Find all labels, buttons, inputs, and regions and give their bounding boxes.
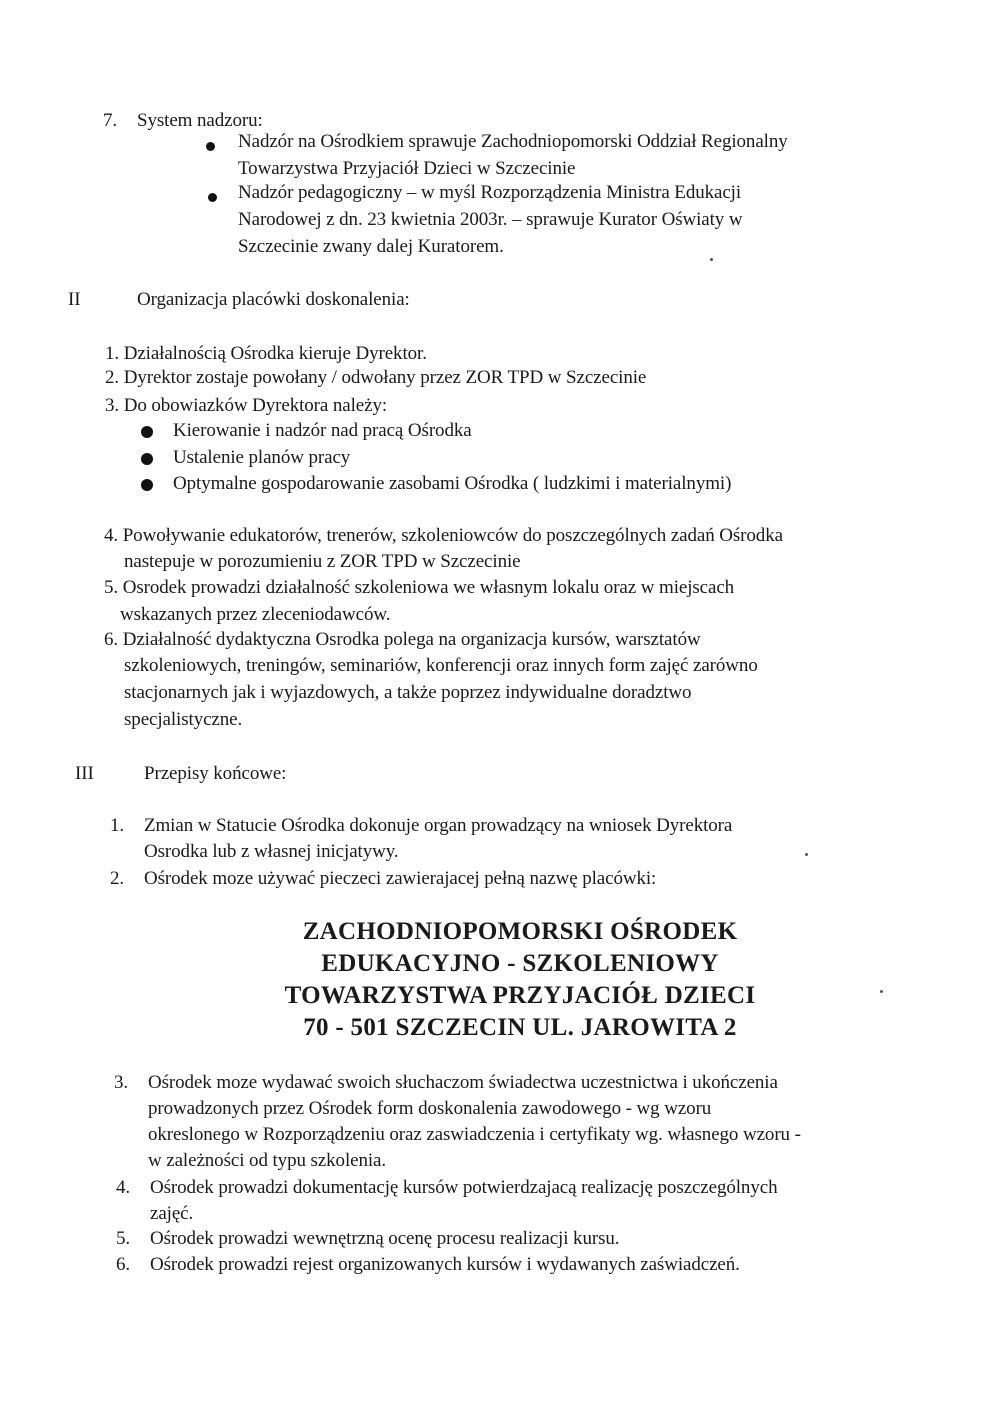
section-iii-item-3-line-3: okreslonego w Rozporządzeniu oraz zaswiadczenia i certyfikaty wg. własnego wzoru - [148,1124,801,1145]
bullet-icon [141,426,153,438]
section-ii-item-2: 2. Dyrektor zostaje powołany / odwołany przez ZOR TPD w Szczecinie [105,367,647,388]
section-iii-item-5-line-1: Ośrodek prowadzi wewnętrzną ocenę procesu realizacji kursu. [150,1228,620,1249]
section-ii-item-4-line-1: 4. Powoływanie edukatorów, trenerów, szkoleniowców do poszczególnych zadań Ośrodka [104,525,783,546]
section-iii-item-4-number: 4. [116,1177,131,1198]
section-iii-item-3-line-4: w zależności od typu szkolenia. [148,1150,387,1171]
scan-speck [805,853,808,856]
section-7-bullet-1-line-2: Towarzystwa Przyjaciół Dzieci w Szczecinie [238,158,576,179]
duty-1: Kierowanie i nadzór nad pracą Ośrodka [173,420,472,441]
section-ii-numeral: II [68,289,81,310]
section-iii-item-3-line-2: prowadzonych przez Ośrodek form doskonalenia zawodowego - wg wzoru [148,1098,712,1119]
section-7-bullet-1-line-1: Nadzór na Ośrodkiem sprawuje Zachodniopomorski Oddział Regionalny [238,131,788,152]
section-7-bullet-2-line-2: Narodowej z dn. 23 kwietnia 2003r. – sprawuje Kurator Oświaty w [238,209,743,230]
bullet-icon [141,453,153,465]
stamp-line-4: 70 - 501 SZCZECIN UL. JAROWITA 2 [303,1014,737,1041]
scan-speck [710,258,713,261]
section-iii-item-3-number: 3. [114,1072,129,1093]
scan-speck [880,990,883,993]
section-ii-item-6-line-3: stacjonarnych jak i wyjazdowych, a także poprzez indywidualne doradztwo [124,682,692,703]
section-ii-heading: Organizacja placówki doskonalenia: [137,289,410,310]
section-iii-item-2-line-1: Ośrodek moze używać pieczeci zawierajacej pełną nazwę placówki: [144,868,657,889]
section-7-heading: System nadzoru: [137,110,263,131]
duty-2: Ustalenie planów pracy [173,447,351,468]
duty-3: Optymalne gospodarowanie zasobami Ośrodka ( ludzkimi i materialnymi) [173,473,732,494]
bullet-icon [141,479,153,491]
section-ii-item-5-line-2: wskazanych przez zleceniodawców. [120,604,391,625]
section-ii-item-6-line-4: specjalistyczne. [124,709,243,730]
section-ii-item-6-line-1: 6. Działalność dydaktyczna Osrodka polega na organizacja kursów, warsztatów [104,629,701,650]
section-iii-item-1-line-2: Osrodka lub z własnej inicjatywy. [144,841,399,862]
section-iii-item-6-line-1: Ośrodek prowadzi rejest organizowanych kursów i wydawanych zaświadczeń. [150,1254,740,1275]
section-7-bullet-2-line-1: Nadzór pedagogiczny – w myśl Rozporządzenia Ministra Edukacji [238,182,742,203]
stamp-line-2: EDUKACYJNO - SZKOLENIOWY [321,950,719,977]
section-iii-item-6-number: 6. [116,1254,131,1275]
section-iii-item-2-number: 2. [110,868,125,889]
section-7-number: 7. [103,110,118,131]
section-iii-item-3-line-1: Ośrodek moze wydawać swoich słuchaczom świadectwa uczestnictwa i ukończenia [148,1072,778,1093]
section-iii-numeral: III [75,763,94,784]
bullet-icon [208,193,217,202]
section-ii-item-3: 3. Do obowiazków Dyrektora należy: [105,395,388,416]
section-ii-item-1: 1. Działalnością Ośrodka kieruje Dyrektor. [105,343,427,364]
section-iii-item-5-number: 5. [116,1228,131,1249]
stamp-line-1: ZACHODNIOPOMORSKI OŚRODEK [302,918,738,945]
stamp-line-3: TOWARZYSTWA PRZYJACIÓŁ DZIECI [284,982,756,1009]
section-ii-item-6-line-2: szkoleniowych, treningów, seminariów, konferencji oraz innych form zajęć zarówno [124,655,758,676]
bullet-icon [206,142,215,151]
section-iii-heading: Przepisy końcowe: [144,763,287,784]
section-iii-item-1-line-1: Zmian w Statucie Ośrodka dokonuje organ prowadzący na wniosek Dyrektora [144,815,733,836]
section-ii-item-4-line-2: nastepuje w porozumieniu z ZOR TPD w Szczecinie [124,551,521,572]
section-iii-item-4-line-2: zajęć. [150,1203,194,1224]
section-7-bullet-2-line-3: Szczecinie zwany dalej Kuratorem. [238,236,504,257]
section-iii-item-1-number: 1. [110,815,125,836]
section-ii-item-5-line-1: 5. Osrodek prowadzi działalność szkoleniowa we własnym lokalu oraz w miejscach [104,577,735,598]
section-iii-item-4-line-1: Ośrodek prowadzi dokumentację kursów potwierdzajacą realizację poszczególnych [150,1177,778,1198]
